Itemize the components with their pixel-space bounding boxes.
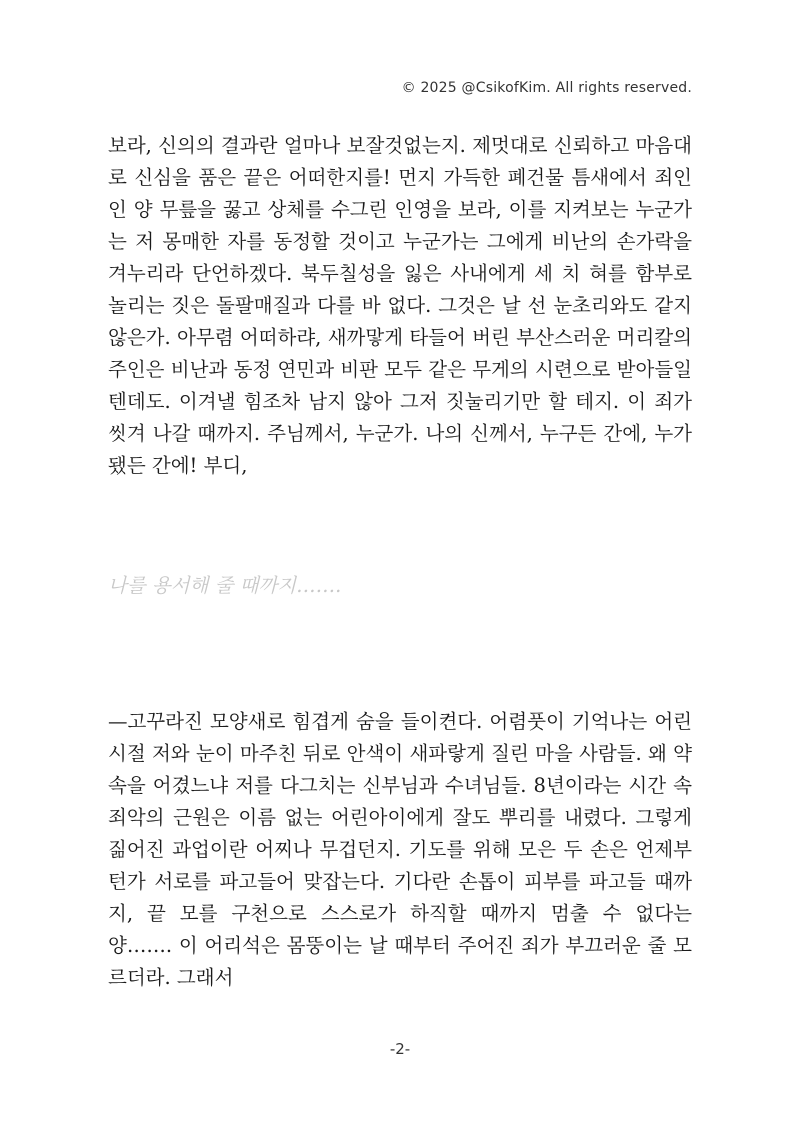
body-paragraph-1: 보라, 신의의 결과란 얼마나 보잘것없는지. 제멋대로 신뢰하고 마음대로 신심을 품은 끝은 어떠한지를! 먼지 가득한 폐건물 틈새에서 죄인인 양 무릎을 꿇고 상체를 수그린 인영을 보라, 이를 지켜보는 누군가는 저 몽매한 자를 동정할 것이고 누군가는 그에게 비난의 손가락을 겨누리라 단언하겠다. 북두칠성을 잃은 사내에게 세 치 혀를 함부로 놀리는 짓은 돌팔매질과 다를 바 없다. 그것은 날 선 눈초리와도 같지 않은가. 아무렴 어떠하랴, 새까맣게 타들어 버린 부산스러운 머리칼의 주인은 비난과 동정 연민과 비판 모두 같은 무게의 시련으로 받아들일 텐데도. 이겨낼 힘조차 남지 않아 그저 짓눌리기만 할 테지. 이 죄가 씻겨 나갈 때까지. 주님께서, 누군가. 나의 신께서, 누구든 간에, 누가 됐든 간에! 부디, <box>108 134 692 477</box>
copyright-notice: © 2025 @CsikofKim. All rights reserved. <box>401 80 692 96</box>
italic-emphasis-line: 나를 용서해 줄 때까지……. <box>108 574 342 597</box>
page-number: -2- <box>389 1040 411 1058</box>
body-paragraph-2: —고꾸라진 모양새로 힘겹게 숨을 들이켠다. 어렴풋이 기억나는 어린 시절 저와 눈이 마주친 뒤로 안색이 새파랗게 질린 마을 사람들. 왜 약속을 어겼느냐 저를 다그치는 신부님과 수녀님들. 8년이라는 시간 속 죄악의 근원은 이름 없는 어린아이에게 잘도 뿌리를 내렸다. 그렇게 짊어진 과업이란 어찌나 무겁던지. 기도를 위해 모은 두 손은 언제부턴가 서로를 파고들어 맞잡는다. 기다란 손톱이 피부를 파고들 때까지, 끝 모를 구천으로 스스로가 하직할 때까지 멈출 수 없다는 양……. 이 어리석은 몸뚱이는 날 때부터 주어진 죄가 부끄러운 줄 모르더라. 그래서 <box>108 710 692 989</box>
